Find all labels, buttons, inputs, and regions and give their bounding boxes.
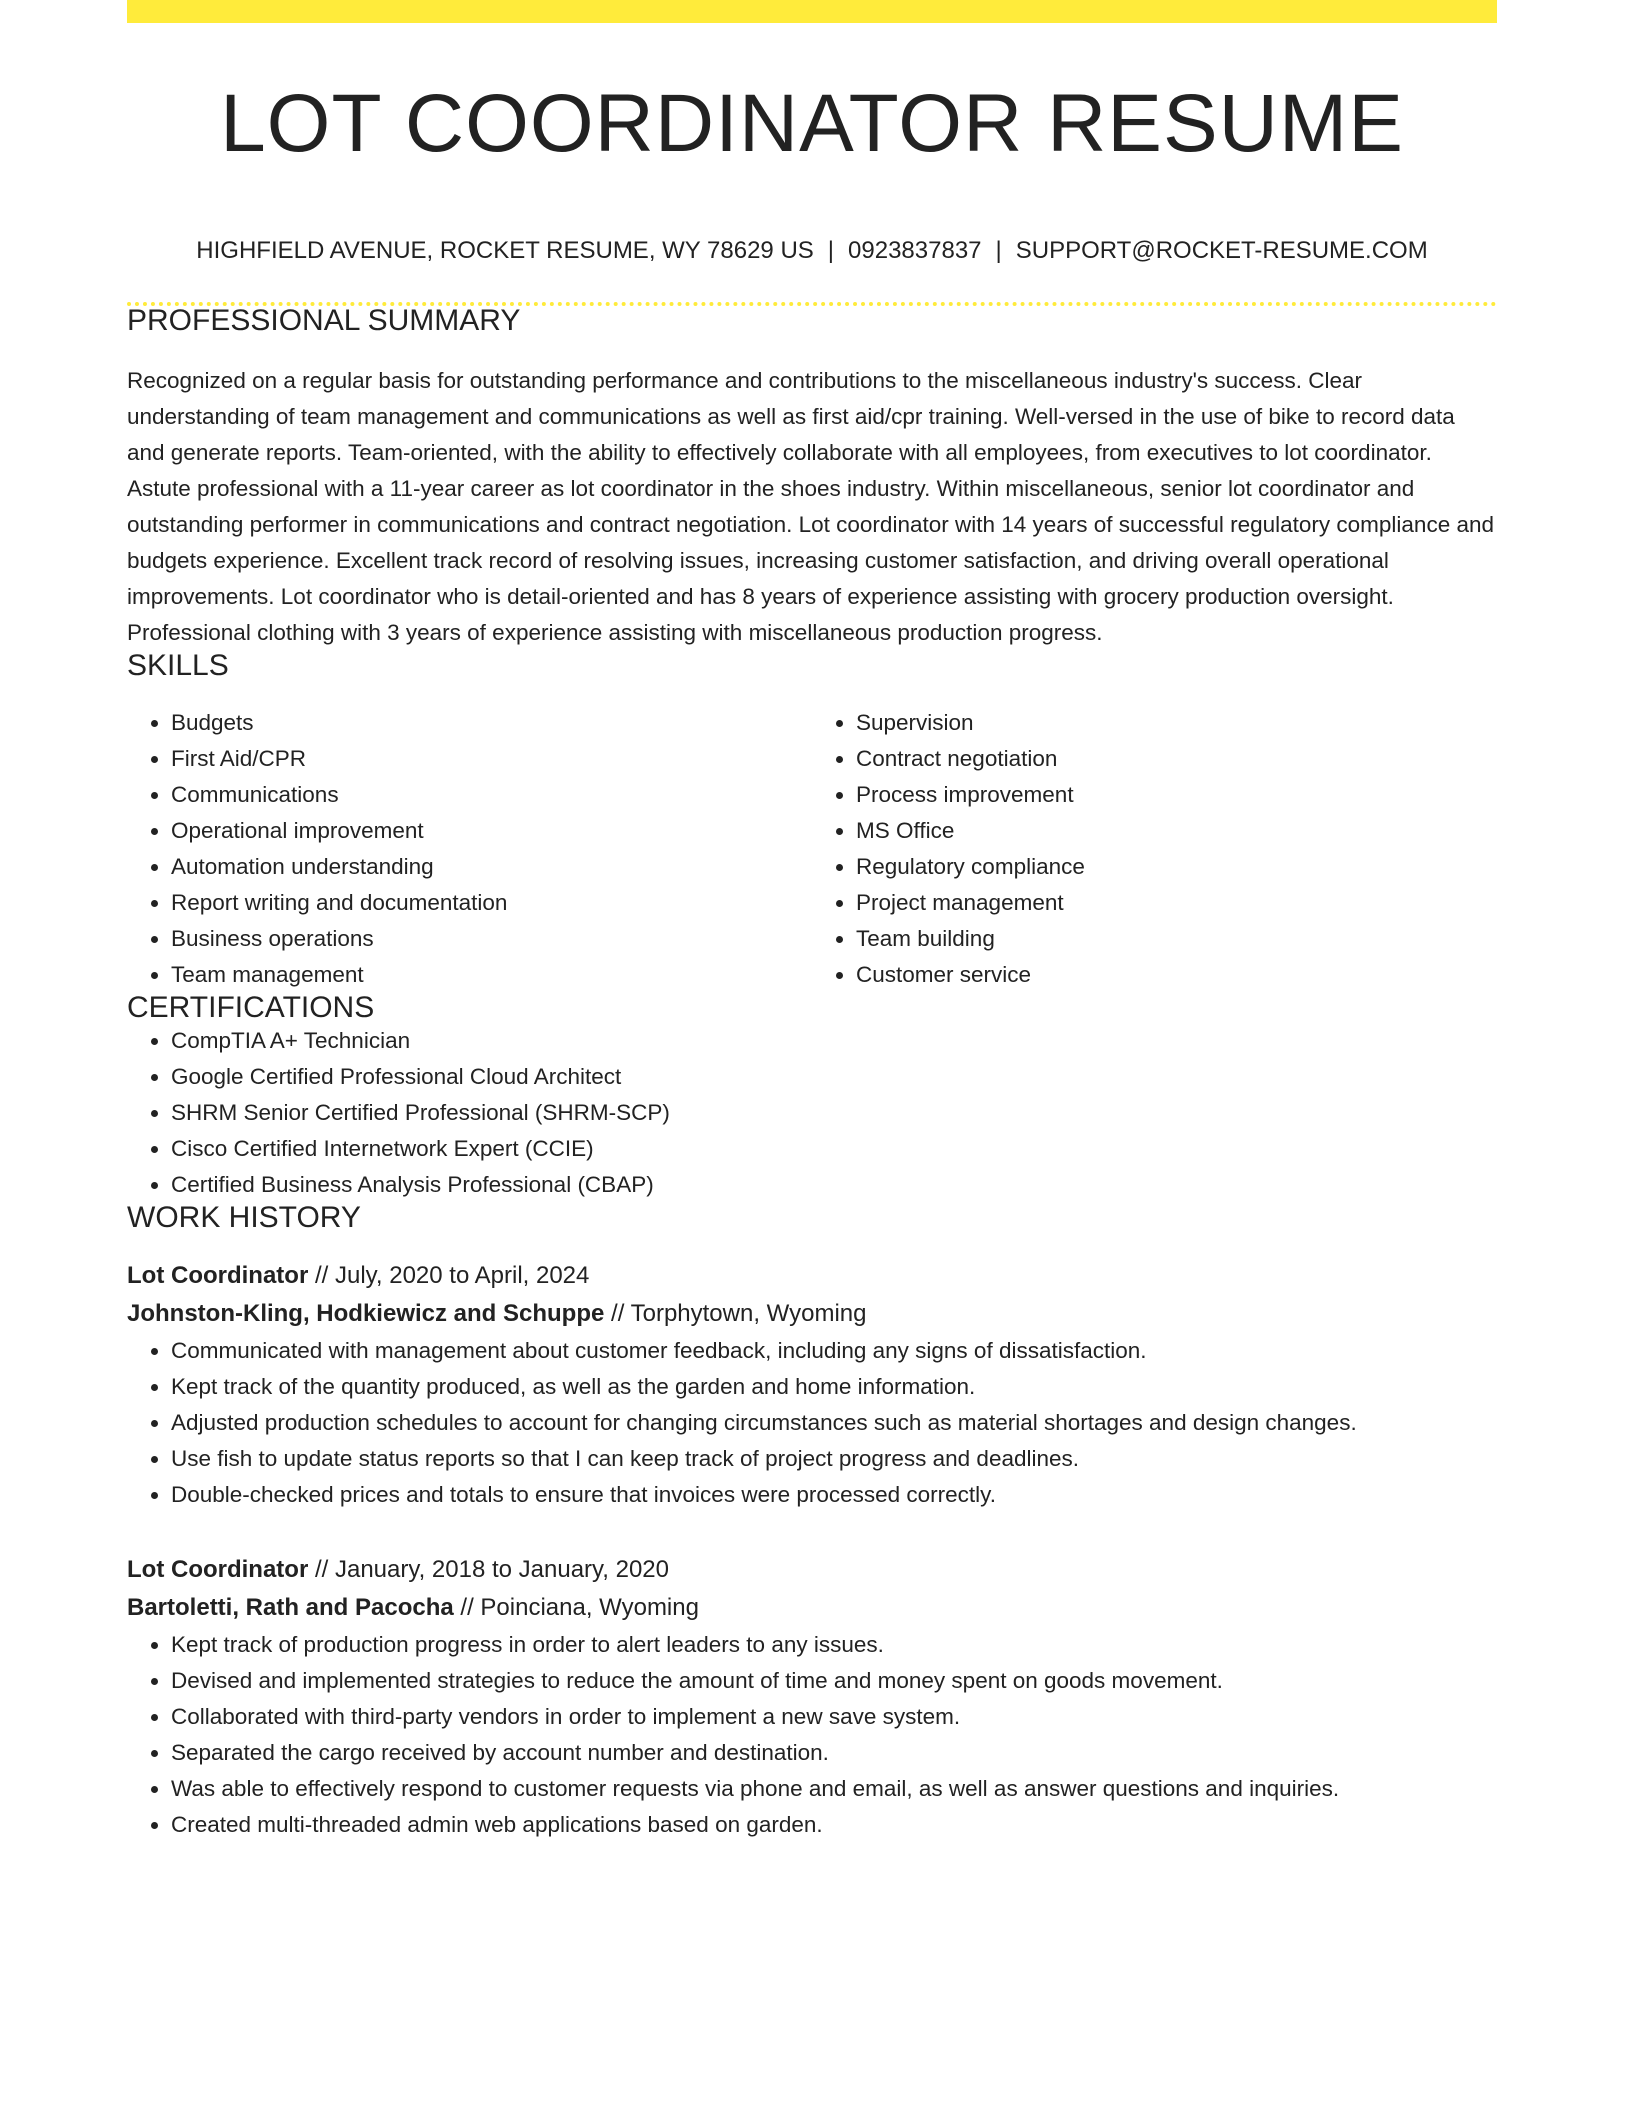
skills-list-left <box>127 705 812 993</box>
job-duty: • Double-checked prices and totals to ensure that invoices were processed correctly. <box>171 1477 1497 1513</box>
job-duty: • Kept track of the quantity produced, as well as the garden and home information. <box>171 1369 1497 1405</box>
summary-heading: PROFESSIONAL SUMMARY <box>127 304 521 337</box>
certification-item: • Google Certified Professional Cloud Architect <box>171 1059 1497 1095</box>
job-duties-list <box>127 1333 1497 1513</box>
contact-email: SUPPORT@ROCKET-RESUME.COM <box>1015 237 1428 264</box>
job-company: Johnston-Kling, Hodkiewicz and Schuppe <box>127 1300 605 1327</box>
skill-item: • Budgets <box>171 705 812 741</box>
top-accent-bar <box>127 0 1497 23</box>
job-duty: • Kept track of production progress in order to alert leaders to any issues. <box>171 1627 1497 1663</box>
skills-list-right <box>812 705 1497 993</box>
job-entry <box>127 1257 1497 1513</box>
job-title: Lot Coordinator <box>127 1556 309 1583</box>
certification-item: • SHRM Senior Certified Professional (SHRM-SCP) <box>171 1095 1497 1131</box>
skill-item: • Team building <box>856 921 1497 957</box>
skills-grid <box>127 705 1497 993</box>
job-title: Lot Coordinator <box>127 1262 309 1289</box>
work-history-heading: WORK HISTORY <box>127 1201 361 1234</box>
job-duties-list <box>127 1627 1497 1843</box>
job-duty: • Collaborated with third-party vendors in order to implement a new save system. <box>171 1699 1497 1735</box>
job-entry <box>127 1551 1497 1843</box>
certification-item: • Certified Business Analysis Professional (CBAP) <box>171 1167 1497 1203</box>
job-duty: • Separated the cargo received by account number and destination. <box>171 1735 1497 1771</box>
certification-item: • Cisco Certified Internetwork Expert (CCIE) <box>171 1131 1497 1167</box>
skill-item: • Operational improvement <box>171 813 812 849</box>
job-company-line <box>127 1589 1497 1627</box>
skill-item: • Process improvement <box>856 777 1497 813</box>
skill-item: • Customer service <box>856 957 1497 993</box>
job-dates: // January, 2018 to January, 2020 <box>308 1556 669 1583</box>
job-duty: • Communicated with management about customer feedback, including any signs of dissatisfaction. <box>171 1333 1497 1369</box>
job-duty: • Adjusted production schedules to account for changing circumstances such as material shortages and design changes. <box>171 1405 1497 1441</box>
job-location: // Poinciana, Wyoming <box>453 1594 699 1621</box>
summary-text: Recognized on a regular basis for outstanding performance and contributions to the miscellaneous industry's success. Clear understanding of team management and communications as well as first aid/cpr training. Well-versed in the use of bike to record data and generate reports. Team-oriented, with the ability to effectively collaborate with all employees, from executives to lot coordinator. Astute professional with a 11-year career as lot coordinator in the shoes industry. Within miscellaneous, senior lot coordinator and outstanding performer in communications and contract negotiation. Lot coordinator with 14 years of successful regulatory compliance and budgets experience. Excellent track record of resolving issues, increasing customer satisfaction, and driving overall operational improvements. Lot coordinator who is detail-oriented and has 8 years of experience assisting with grocery production oversight. Professional clothing with 3 years of experience assisting with miscellaneous production progress. <box>127 368 1494 645</box>
job-dates: // July, 2020 to April, 2024 <box>308 1262 590 1289</box>
job-location: // Torphytown, Wyoming <box>604 1300 867 1327</box>
skill-item: • Regulatory compliance <box>856 849 1497 885</box>
contact-line <box>127 237 1497 265</box>
contact-address: HIGHFIELD AVENUE, ROCKET RESUME, WY 78629 US <box>196 237 814 264</box>
job-company: Bartoletti, Rath and Pacocha <box>127 1594 454 1621</box>
contact-separator: | <box>995 237 1002 264</box>
skill-item: • Automation understanding <box>171 849 812 885</box>
skill-item: • Communications <box>171 777 812 813</box>
skills-heading: SKILLS <box>127 649 229 682</box>
skill-item: • Supervision <box>856 705 1497 741</box>
skill-item: • Business operations <box>171 921 812 957</box>
skill-item: • Report writing and documentation <box>171 885 812 921</box>
resume-title: LOT COORDINATOR RESUME <box>220 78 1404 169</box>
job-duty: • Created multi-threaded admin web applications based on garden. <box>171 1807 1497 1843</box>
certifications-heading: CERTIFICATIONS <box>127 991 375 1024</box>
skill-item: • Project management <box>856 885 1497 921</box>
job-company-line <box>127 1295 1497 1333</box>
skill-item: • Team management <box>171 957 812 993</box>
resume-page <box>127 0 1497 1843</box>
skill-item: • First Aid/CPR <box>171 741 812 777</box>
skill-item: • Contract negotiation <box>856 741 1497 777</box>
certification-item: • CompTIA A+ Technician <box>171 1023 1497 1059</box>
certifications-list <box>127 1023 1497 1203</box>
skill-item: • MS Office <box>856 813 1497 849</box>
job-title-line <box>127 1257 1497 1295</box>
job-duty: • Use fish to update status reports so that I can keep track of project progress and deadlines. <box>171 1441 1497 1477</box>
contact-separator: | <box>827 237 835 264</box>
job-duty: • Was able to effectively respond to customer requests via phone and email, as well as answer questions and inquiries. <box>171 1771 1497 1807</box>
job-title-line <box>127 1551 1497 1589</box>
contact-phone: 0923837837 <box>848 237 982 264</box>
job-duty: • Devised and implemented strategies to reduce the amount of time and money spent on goods movement. <box>171 1663 1497 1699</box>
